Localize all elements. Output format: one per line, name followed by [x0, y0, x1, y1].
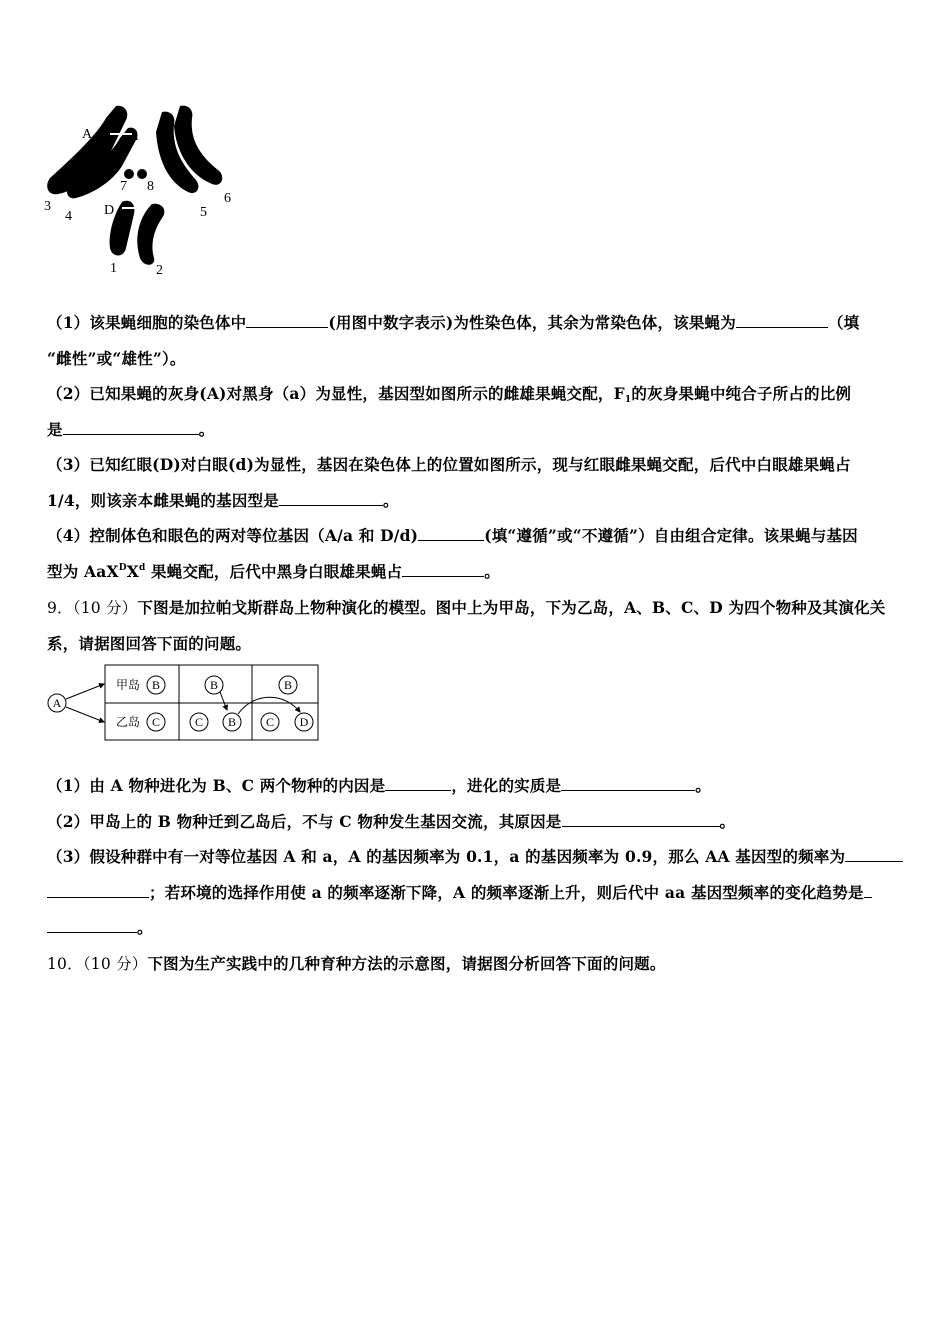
answer-blank[interactable]: [736, 313, 828, 328]
answer-blank[interactable]: [845, 847, 903, 862]
chromosome-2: [137, 204, 164, 265]
label-2: 2: [156, 263, 163, 278]
chromosome-7: [124, 169, 134, 179]
svg-text:C: C: [151, 715, 161, 729]
answer-blank[interactable]: [47, 883, 149, 898]
svg-text:B: B: [283, 678, 293, 692]
label-1: 1: [110, 261, 117, 276]
q8-part2-line2: 是 。: [47, 420, 215, 439]
q9-part3-line3: 。: [47, 916, 153, 938]
q8-part2-line1: （2）已知果蝇的灰身(A)对黑身（a）为显性，基因型如图所示的雌雄果蝇交配，$F_1$的灰身果蝇中纯合子所占的比例: [47, 384, 852, 405]
question-number: 9．（10 分）: [47, 599, 138, 617]
q8-part3-line1: （3）已知红眼(D)对白眼(d)为显性，基因在染色体上的位置如图所示，现与红眼雌果蝇交配，后代中白眼雄果蝇占: [47, 455, 851, 474]
svg-text:B: B: [227, 715, 237, 729]
q9-stem-line1: 9．（10 分）下图是加拉帕戈斯群岛上物种演化的模型。图中上为甲岛，下为乙岛，A、B、C、D 为四个物种及其演化关: [47, 598, 886, 617]
q9-part1: （1）由 A 物种进化为 B、C 两个物种的内因是 ，进化的实质是 。: [47, 776, 711, 795]
q9-stem-line2: 系，请据图回答下面的问题。: [47, 634, 252, 653]
q9-part2: （2）甲岛上的 B 物种迁到乙岛后，不与 C 物种发生基因交流，其原因是 。: [47, 812, 736, 831]
svg-text:C: C: [194, 715, 204, 729]
label-8: 8: [147, 179, 154, 194]
svg-text:D: D: [299, 715, 309, 729]
label-A: A: [82, 127, 93, 142]
answer-blank[interactable]: [864, 883, 872, 898]
q8-part3-line2: 1/4，则该亲本雌果蝇的基因型是 。: [47, 491, 399, 510]
answer-blank[interactable]: [402, 562, 484, 577]
chromosome-figure: [40, 98, 250, 283]
answer-blank[interactable]: [47, 918, 137, 933]
svg-text:B: B: [209, 678, 219, 692]
q8-part4-line1: （4）控制体色和眼色的两对等位基因（A/a 和 D/d) (填“遵循”或“不遵循”）自由组合定律。该果蝇与基因: [47, 526, 858, 545]
label-6: 6: [224, 191, 231, 206]
svg-text:乙岛: 乙岛: [115, 715, 141, 729]
q8-part1-line2: “雌性”或“雄性”）。: [47, 349, 186, 368]
label-7: 7: [120, 179, 127, 194]
question-number: 10．（10 分）: [47, 955, 148, 973]
answer-blank[interactable]: [562, 812, 720, 827]
q10-stem: 10．（10 分）下图为生产实践中的几种育种方法的示意图，请据图分析回答下面的问题。: [47, 954, 666, 973]
q9-part3-line2: ；若环境的选择作用使 a 的频率逐渐下降，A 的频率逐渐上升，则后代中 aa 基因型频率的变化趋势是: [47, 881, 872, 903]
label-4: 4: [65, 209, 72, 224]
label-D: D: [104, 203, 115, 218]
answer-blank[interactable]: [385, 776, 451, 791]
q8-part4-line2: 型为 $AaX^DX^d$ 果蝇交配，后代中黑身白眼雄果蝇占 。: [47, 562, 500, 581]
answer-blank[interactable]: [561, 776, 695, 791]
q8-part1-line1: （1）该果蝇细胞的染色体中 (用图中数字表示)为性染色体，其余为常染色体，该果蝇为 （填: [47, 313, 860, 332]
answer-blank[interactable]: [279, 491, 383, 506]
label-5: 5: [200, 205, 207, 220]
svg-text:B: B: [151, 678, 161, 692]
svg-text:A: A: [52, 696, 62, 710]
island-evolution-figure: [44, 662, 324, 744]
svg-text:C: C: [265, 715, 275, 729]
svg-text:甲岛: 甲岛: [115, 678, 141, 692]
label-3: 3: [44, 199, 51, 214]
label-a: a: [132, 129, 139, 144]
answer-blank[interactable]: [246, 313, 328, 328]
answer-blank[interactable]: [63, 420, 199, 435]
chromosome-8: [137, 169, 147, 179]
q9-part3-line1: （3）假设种群中有一对等位基因 A 和 a，A 的基因频率为 0.1，a 的基因频率为 0.9，那么 AA 基因型的频率为: [47, 845, 903, 867]
answer-blank[interactable]: [418, 526, 484, 541]
